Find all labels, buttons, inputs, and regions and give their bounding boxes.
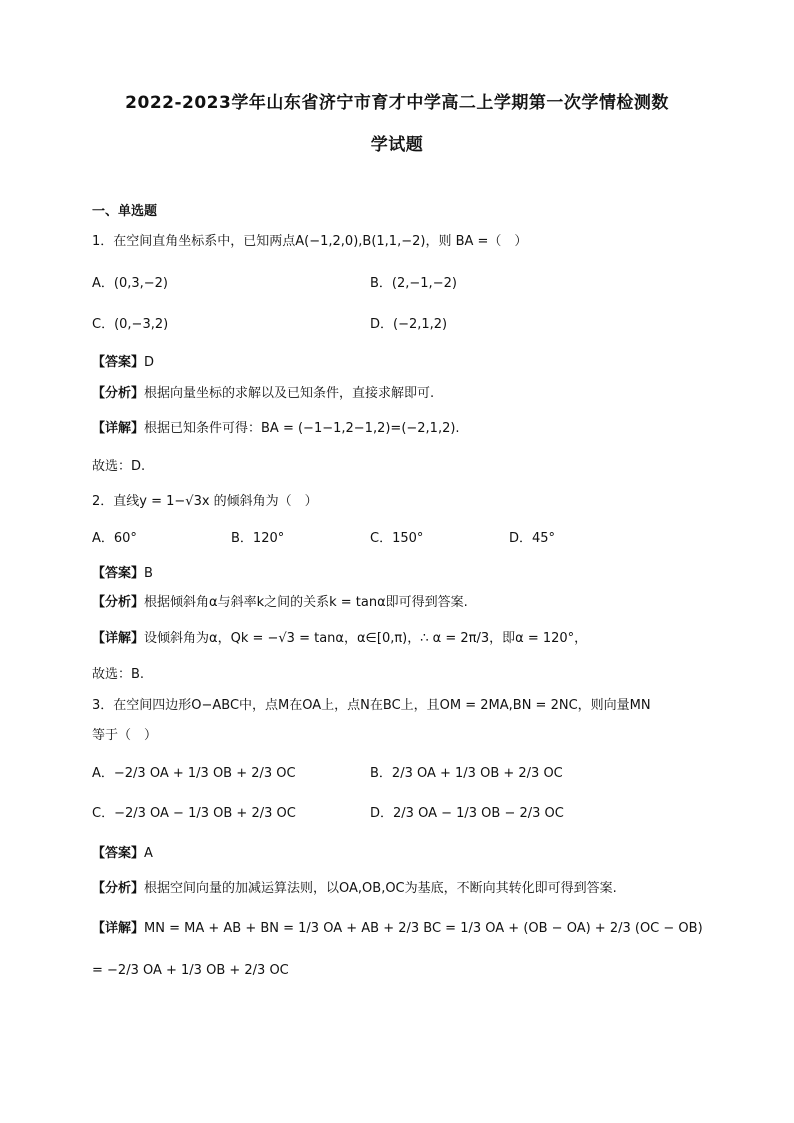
analysis-tag: 【分析】 — [92, 595, 145, 610]
q2-option-c: C．150° — [370, 531, 424, 546]
q3-option-d: D．2/3 OA − 1/3 OB − 2/3 OC — [370, 806, 564, 821]
answer-tag: 【答案】 — [92, 355, 145, 370]
q3-answer — [92, 845, 153, 863]
doc-title-line1: 2022-2023学年山东省济宁市育才中学高二上学期第一次学情检测数 — [125, 93, 669, 113]
q1-option-d: D．(−2,1,2) — [370, 317, 448, 332]
detail-text: MN = MA + AB + BN = 1/3 OA + AB + 2/3 BC = 1/3 OA + (OB − OA) + 2/3 (OC − OB) — [144, 921, 703, 936]
detail-tag: 【详解】 — [92, 921, 145, 936]
detail-tag: 【详解】 — [92, 421, 145, 436]
q3-detail-continued: = −2/3 OA + 1/3 OB + 2/3 OC — [92, 963, 289, 978]
q1-analysis — [92, 385, 434, 403]
analysis-text: 根据倾斜角α与斜率k之间的关系k = tanα即可得到答案. — [144, 595, 468, 610]
q2-option-b: B．120° — [231, 531, 285, 546]
q1-option-a: A．(0,3,−2) — [92, 276, 169, 291]
detail-text: 根据已知条件可得：BA = (−1−1,2−1,2)=(−2,1,2). — [144, 421, 460, 436]
q1-conclusion: 故选：D. — [92, 459, 146, 474]
answer-tag: 【答案】 — [92, 566, 145, 581]
section-heading: 一、单选题 — [92, 204, 158, 219]
q1-option-b: B．(2,−1,−2) — [370, 276, 457, 291]
detail-tag: 【详解】 — [92, 631, 145, 646]
q2-stem: 2．直线y = 1−√3x 的倾斜角为（ ） — [92, 494, 318, 509]
answer-value: D — [144, 355, 155, 370]
q2-analysis — [92, 594, 468, 612]
q3-analysis — [92, 880, 617, 898]
answer-value: A — [144, 846, 153, 861]
q3-stem-continued: 等于（ ） — [92, 728, 158, 743]
q2-answer — [92, 565, 153, 583]
q1-option-c: C．(0,−3,2) — [92, 317, 169, 332]
detail-text: 设倾斜角为α，Qk = −√3 = tanα，α∈[0,π)，∴ α = 2π/3，即α = 120°， — [144, 631, 588, 646]
doc-title-line2: 学试题 — [370, 135, 424, 155]
q3-option-a: A．−2/3 OA + 1/3 OB + 2/3 OC — [92, 766, 296, 781]
q3-detail — [92, 920, 703, 938]
q2-conclusion: 故选：B. — [92, 667, 145, 682]
q2-detail — [92, 630, 587, 648]
answer-tag: 【答案】 — [92, 846, 145, 861]
q1-detail — [92, 420, 460, 438]
q1-stem: 1．在空间直角坐标系中，已知两点A(−1,2,0),B(1,1,−2)，则 BA =（ ） — [92, 234, 528, 249]
analysis-tag: 【分析】 — [92, 881, 145, 896]
analysis-text: 根据向量坐标的求解以及已知条件，直接求解即可. — [144, 386, 435, 401]
q2-option-a: A．60° — [92, 531, 137, 546]
q2-option-d: D．45° — [509, 531, 556, 546]
q1-answer — [92, 354, 154, 372]
analysis-text: 根据空间向量的加减运算法则，以OA,OB,OC为基底，不断向其转化即可得到答案. — [144, 881, 617, 896]
q3-stem: 3．在空间四边形O−ABC中，点M在OA上，点N在BC上，且OM = 2MA,BN = 2NC，则向量MN — [92, 698, 651, 713]
analysis-tag: 【分析】 — [92, 386, 145, 401]
q3-option-c: C．−2/3 OA − 1/3 OB + 2/3 OC — [92, 806, 296, 821]
q3-option-b: B．2/3 OA + 1/3 OB + 2/3 OC — [370, 766, 563, 781]
answer-value: B — [144, 566, 153, 581]
